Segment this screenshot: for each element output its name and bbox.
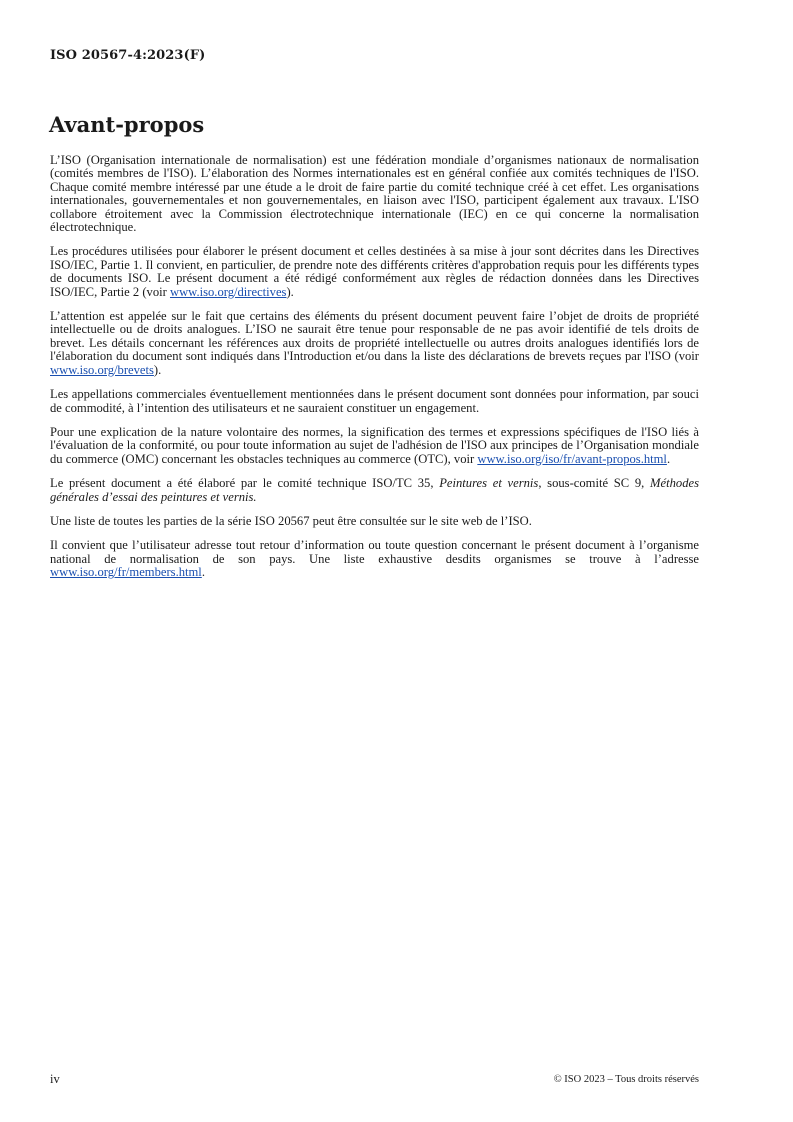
paragraph-procedures	[50, 245, 699, 299]
page-title: Avant-propos	[49, 112, 205, 137]
paragraph-patents	[50, 310, 699, 377]
link-members[interactable]: www.iso.org/fr/members.html	[50, 565, 202, 580]
document-id: ISO 20567-4:2023(F)	[50, 48, 206, 63]
foreword-body	[50, 154, 699, 591]
paragraph-text: Pour une explication de la nature volontaire des normes, la signification des termes et expressions spécifiques de l'ISO liés à l'évaluation de la conformité, ou pour toute information au sujet de l'adhésion de l'ISO aux principes de l’Organisation mondiale du commerce (OMC) concernant les obstacles techniques au commerce (OTC), voir	[50, 424, 699, 466]
paragraph-feedback	[50, 539, 699, 579]
paragraph-text: Il convient que l’utilisateur adresse tout retour d’information ou toute question concernant le présent document à l’organisme national de normalisation de son pays. Une liste exhaustive desdits organismes se trouve à l’adresse	[50, 538, 699, 566]
copyright-notice: © ISO 2023 – Tous droits réservés	[553, 1074, 699, 1085]
paragraph-text: ).	[286, 284, 294, 299]
paragraph-text: , sous-comité SC 9,	[538, 476, 651, 491]
paragraph-parts-list: Une liste de toutes les parties de la série ISO 20567 peut être consultée sur le site web de l’ISO.	[50, 513, 532, 528]
paragraph-trade-names: Les appellations commerciales éventuellement mentionnées dans le présent document sont données pour information, par souci de commodité, à l’intention des utilisateurs et ne sauraient constituer un engagement.	[50, 387, 699, 415]
link-brevets[interactable]: www.iso.org/brevets	[50, 362, 154, 377]
paragraph-iso-intro: L’ISO (Organisation internationale de normalisation) est une fédération mondiale d’organismes nationaux de normalisation (comités membres de l'ISO). L’élaboration des Normes internationales est en général confiée aux comités techniques de l'ISO. Chaque comité membre intéressé par une étude a le droit de faire partie du comité technique créé à cet effet. Les organisations internationales, gouvernementales et non gouvernementales, en liaison avec l'ISO, participent également aux travaux. L'ISO collabore étroitement avec la Commission électrotechnique internationale (IEC) en ce qui concerne la normalisation électrotechnique.	[50, 153, 699, 235]
paragraph-voluntary-nature	[50, 426, 699, 466]
paragraph-text: Les procédures utilisées pour élaborer le présent document et celles destinées à sa mise à jour sont décrites dans les Directives ISO/IEC, Partie 1. Il convient, en particulier, de prendre note des différents critères d'approbation requis pour les différents types de documents ISO. Le présent document a été rédigé conformément aux règles de rédaction données dans les Directives ISO/IEC, Partie 2 (voir	[50, 244, 699, 299]
link-directives[interactable]: www.iso.org/directives	[169, 284, 287, 299]
page-number: iv	[50, 1072, 60, 1086]
subcommittee-name: Méthodes générales d’essai des peintures et vernis.	[50, 476, 699, 504]
paragraph-text: L’attention est appelée sur le fait que certains des éléments du présent document peuvent faire l’objet de droits de propriété intellectuelle ou de droits analogues. L’ISO ne saurait être tenue pour responsable de ne pas avoir identifié de tels droits de brevet. Les détails concernant les références aux droits de propriété intellectuelle ou autres droits analogues identifiés lors de l'élaboration du document sont indiqués dans l'Introduction et/ou dans la liste des déclarations de brevets reçues par l'ISO (voir	[50, 309, 699, 364]
paragraph-committee	[50, 477, 699, 504]
paragraph-text: ).	[153, 362, 162, 377]
committee-name: Peintures et vernis	[439, 476, 539, 491]
link-avant-propos[interactable]: www.iso.org/iso/fr/avant-propos.html	[477, 451, 667, 466]
paragraph-text: .	[666, 451, 671, 466]
paragraph-text: Le présent document a été élaboré par le comité technique ISO/TC 35,	[50, 476, 440, 491]
paragraph-text: .	[201, 565, 205, 580]
